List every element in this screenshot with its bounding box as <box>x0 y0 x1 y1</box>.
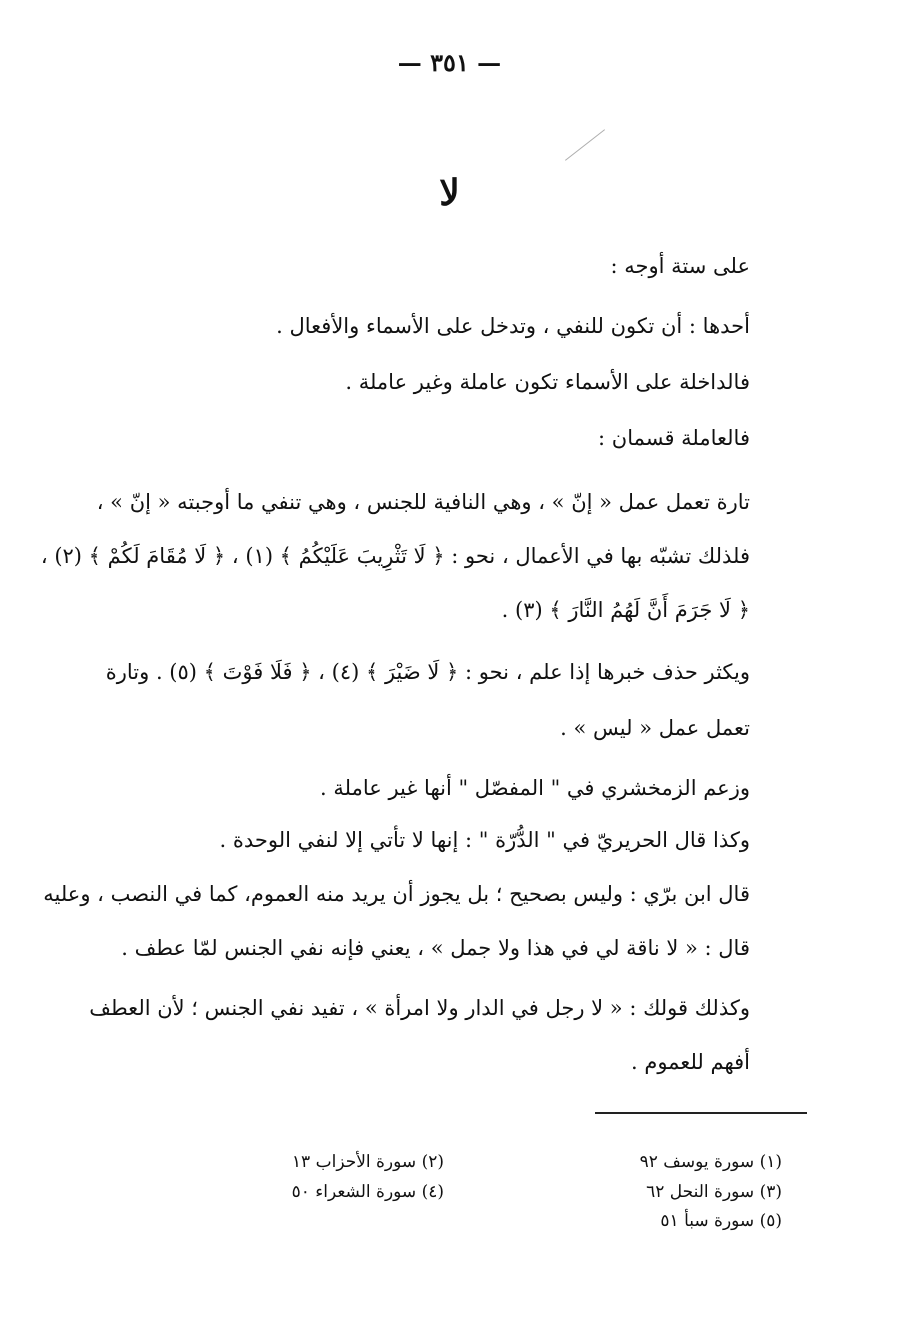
text-line: فلذلك تشبّه بها في الأعمال ، نحو : ﴿ لَا تَثْرِيبَ عَلَيْكُمُ ﴾ (١) ، ﴿ لَا مُقَامَ لَكُمْ ﴾ (٢) ، <box>40 544 750 568</box>
text-line: على ستة أوجه : <box>610 254 750 278</box>
text-line: ويكثر حذف خبرها إذا علم ، نحو : ﴿ لَا ضَيْرَ ﴾ (٤) ، ﴿ فَلَا فَوْتَ ﴾ (٥) . وتارة <box>105 660 750 684</box>
text-line: وكذا قال الحريريّ في " الدُّرّة " : إنها لا تأتي إلا لنفي الوحدة . <box>219 828 750 852</box>
text-line: ﴿ لَا جَرَمَ أَنَّ لَهُمُ النَّارَ ﴾ (٣) . <box>501 598 750 622</box>
text-line: أحدها : أن تكون للنفي ، وتدخل على الأسماء والأفعال . <box>276 314 750 338</box>
page-number: — ٣٥١ — <box>397 48 502 77</box>
entry-heading: لا <box>439 172 460 214</box>
text-line: فالعاملة قسمان : <box>598 426 750 450</box>
footnote-2: (٢) سورة الأحزاب ١٣ <box>291 1152 444 1172</box>
footnote-divider <box>595 1112 807 1114</box>
text-line: وزعم الزمخشري في " المفصّل " أنها غير عاملة . <box>320 776 750 800</box>
text-line: فالداخلة على الأسماء تكون عاملة وغير عاملة . <box>345 370 750 394</box>
footnote-3: (٣) سورة النحل ٦٢ <box>646 1182 782 1202</box>
footnote-5: (٥) سورة سبأ ٥١ <box>660 1211 782 1231</box>
footnote-1: (١) سورة يوسف ٩٢ <box>639 1152 782 1172</box>
text-line: أفهم للعموم . <box>630 1050 750 1074</box>
scan-mark <box>565 129 605 161</box>
text-line: تارة تعمل عمل « إنّ » ، وهي النافية للجنس ، وهي تنفي ما أوجبته « إنّ » ، <box>96 490 750 514</box>
text-line: وكذلك قولك : « لا رجل في الدار ولا امرأة » ، تفيد نفي الجنس ؛ لأن العطف <box>89 996 750 1020</box>
text-line: قال : « لا ناقة لي في هذا ولا جمل » ، يعني فإنه نفي الجنس لمّا عطف . <box>121 936 750 960</box>
text-line: تعمل عمل « ليس » . <box>560 716 750 740</box>
footnote-4: (٤) سورة الشعراء ٥٠ <box>291 1182 444 1202</box>
text-line: قال ابن برّي : وليس بصحيح ؛ بل يجوز أن يريد منه العموم، كما في النصب ، وعليه <box>43 882 750 906</box>
